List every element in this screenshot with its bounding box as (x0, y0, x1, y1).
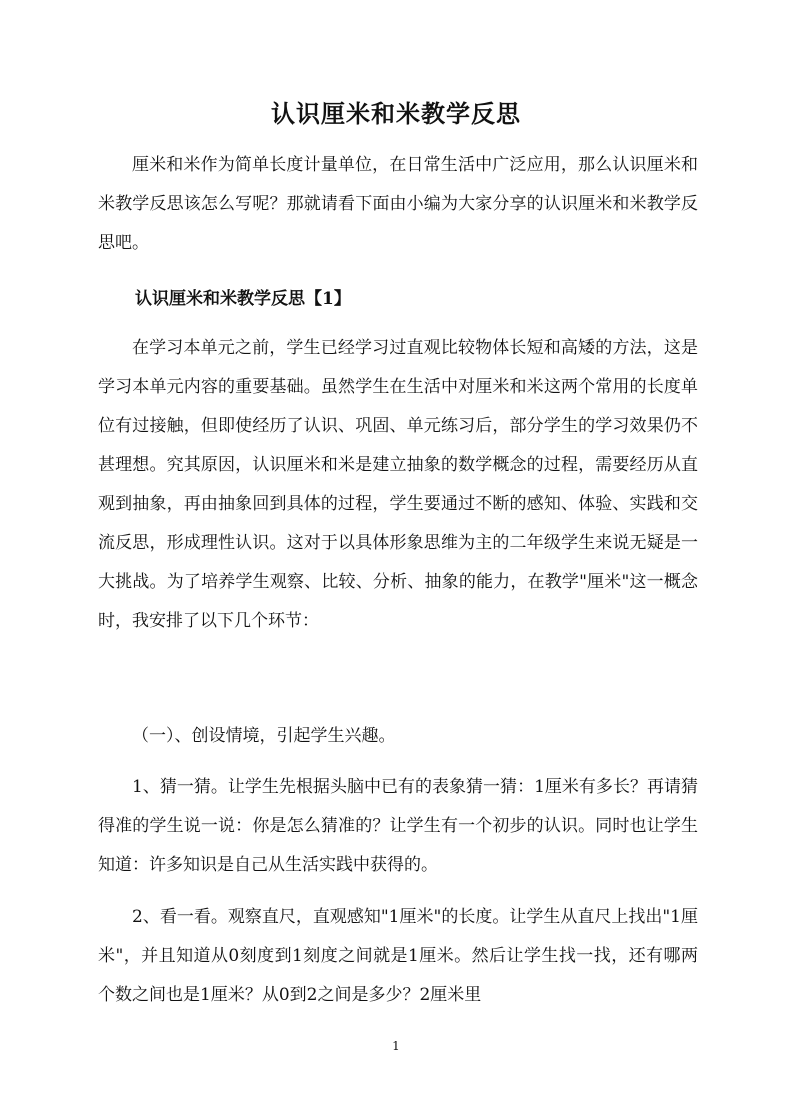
paragraph-1: 在学习本单元之前，学生已经学习过直观比较物体长短和高矮的方法，这是学习本单元内容的重要基础。虽然学生在生活中对厘米和米这两个常用的长度单位有过接触，但即使经历了认识、巩固、单元练习后，部分学生的学习效果仍不甚理想。究其原因，认识厘米和米是建立抽象的数学概念的过程，需要经历从直观到抽象，再由抽象回到具体的过程，学生要通过不断的感知、体验、实践和交流反思，形成理性认识。这对于以具体形象思维为主的二年级学生来说无疑是一大挑战。为了培养学生观察、比较、分析、抽象的能力，在教学"厘米"这一概念时，我安排了以下几个环节： (98, 338, 698, 631)
document-title: 认识厘米和米教学反思 (271, 99, 521, 128)
intro-paragraph-block (98, 146, 698, 263)
paragraph-3: 2、看一看。观察直尺，直观感知"1厘米"的长度。让学生从直尺上找出"1厘米"，并且知道从0刻度到1刻度之间就是1厘米。然后让学生找一找，还有哪两个数之间也是1厘米？从0到2之间是多少？2厘米里 (98, 907, 698, 1005)
subsection-heading-block (98, 717, 698, 756)
paragraph-3-block (98, 898, 698, 1015)
page-number: 1 (392, 1039, 400, 1053)
paragraph-1-block (98, 329, 698, 641)
paragraph-2: 1、猜一猜。让学生先根据头脑中已有的表象猜一猜：1厘米有多长？再请猜得准的学生说一说：你是怎么猜准的？让学生有一个初步的认识。同时也让学生知道：许多知识是自己从生活实践中获得的。 (98, 777, 698, 875)
intro-paragraph: 厘米和米作为简单长度计量单位，在日常生活中广泛应用，那么认识厘米和米教学反思该怎么写呢？那就请看下面由小编为大家分享的认识厘米和米教学反思吧。 (98, 155, 698, 253)
subsection-heading: （一）、创设情境，引起学生兴趣。 (132, 726, 396, 746)
paragraph-2-block (98, 768, 698, 885)
section-heading: 认识厘米和米教学反思【1】 (135, 289, 351, 309)
